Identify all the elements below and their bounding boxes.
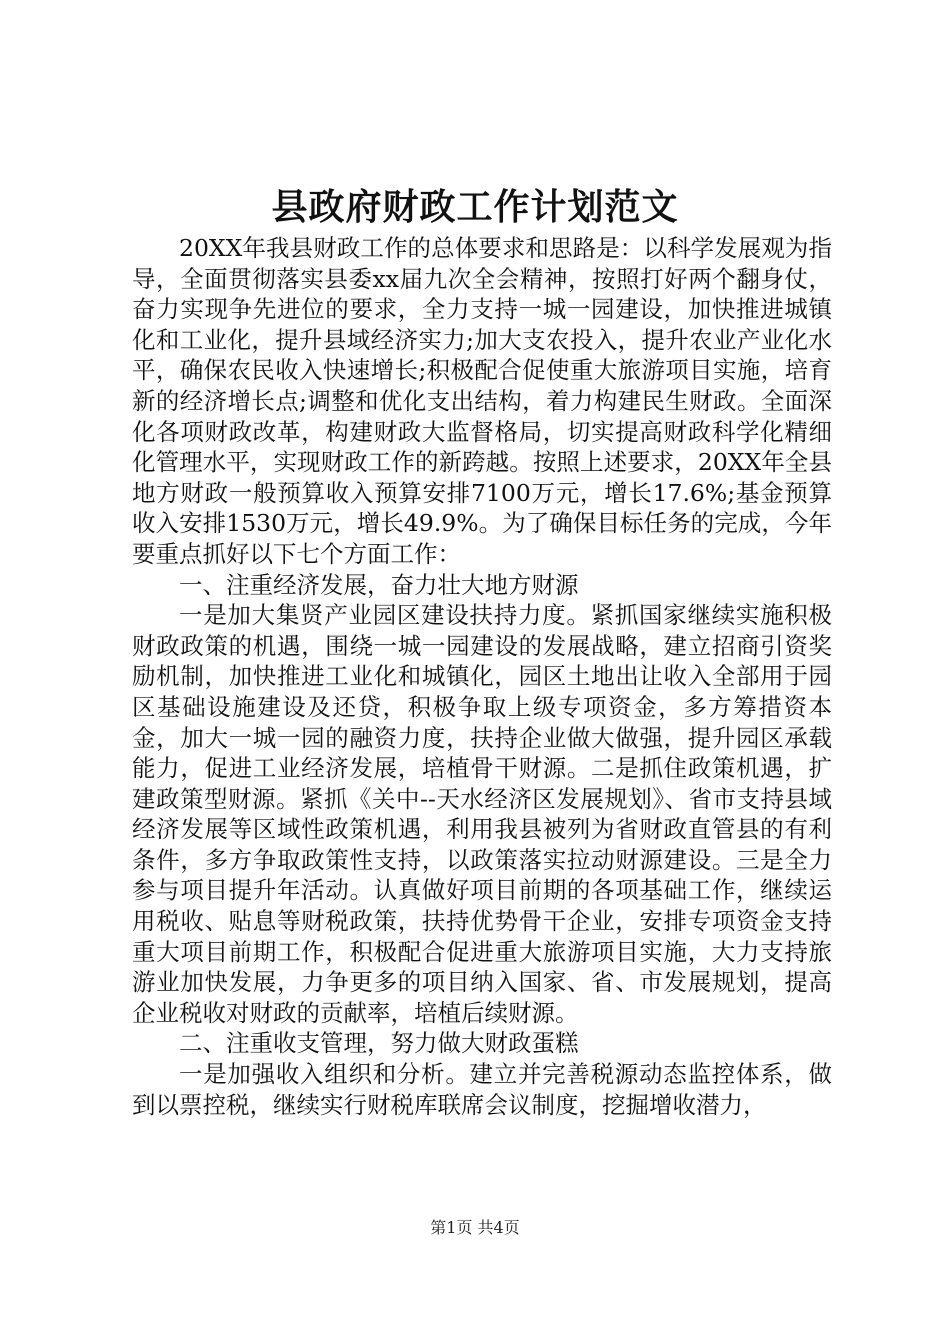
section-2-paragraph: 一是加强收入组织和分析。建立并完善税源动态监控体系，做到以票控税，继续实行财税库联席会议制度，挖掘增收潜力， [132,1060,832,1119]
section-heading-1: 一、注重经济发展，奋力壮大地方财源 [179,570,579,599]
page-number-footer: 第1页 共4页 [430,1218,520,1237]
intro-paragraph: 20XX年我县财政工作的总体要求和思路是：以科学发展观为指导，全面贯彻落实县委xx届九次全会精神，按照打好两个翻身仗，奋力实现争先进位的要求，全力支持一城一园建设，加快推进城镇化和工业化，提升县域经济实力;加大支农投入，提升农业产业化水平，确保农民收入快速增长;积极配合促使重大旅游项目实施，培育新的经济增长点;调整和优化支出结构，着力构建民生财政。全面深化各项财政改革，构建财政大监督格局，切实提高财政科学化精细化管理水平，实现财政工作的新跨越。按照上述要求，20XX年全县地方财政一般预算收入预算安排7100万元，增长17.6%;基金预算收入安排1530万元，增长49.9%。为了确保目标任务的完成，今年要重点抓好以下七个方面工作： [132,234,832,568]
document-body [132,233,832,1120]
section-1-paragraph: 一是加大集贤产业园区建设扶持力度。紧抓国家继续实施积极财政政策的机遇，围绕一城一园建设的发展战略，建立招商引资奖励机制，加快推进工业化和城镇化，园区土地出让收入全部用于园区基础设施建设及还贷，积极争取上级专项资金，多方筹措资本金，加大一城一园的融资力度，扶持企业做大做强，提升园区承载能力，促进工业经济发展，培植骨干财源。二是抓住政策机遇，扩建政策型财源。紧抓《关中--天水经济区发展规划》、省市支持县域经济发展等区域性政策机遇，利用我县被列为省财政直管县的有利条件，多方争取政策性支持，以政策落实拉动财源建设。三是全力参与项目提升年活动。认真做好项目前期的各项基础工作，继续运用税收、贴息等财税政策，扶持优势骨干企业，安排专项资金支持重大项目前期工作，积极配合促进重大旅游项目实施，大力支持旅游业加快发展，力争更多的项目纳入国家、省、市发展规划，提高企业税收对财政的贡献率，培植后续财源。 [132,601,832,1027]
document-title: 县政府财政工作计划范文 [271,186,679,228]
section-heading-2: 二、注重收支管理，努力做大财政蛋糕 [179,1029,579,1058]
